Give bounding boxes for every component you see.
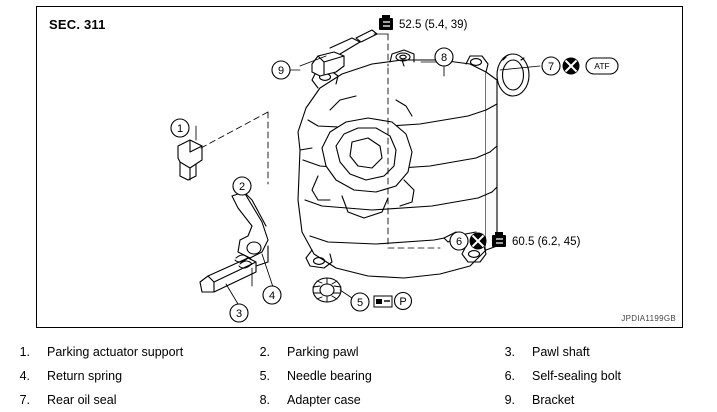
p-symbol-icon [395, 293, 412, 310]
legend-item-9 [485, 393, 717, 407]
torque-callout-top [379, 15, 468, 31]
svg-text:P: P [399, 296, 407, 308]
callout-2 [233, 177, 251, 195]
legend-num: 7. [19, 393, 30, 407]
legend-item-6 [485, 369, 717, 383]
legend-row [0, 388, 717, 412]
legend-label: Adapter case [287, 393, 361, 407]
legend-item-7 [0, 393, 240, 407]
callout-8 [435, 48, 453, 66]
legend-label: Bracket [532, 393, 575, 407]
legend-label: Needle bearing [287, 369, 372, 383]
legend [0, 340, 717, 412]
legend-label: Parking pawl [287, 345, 359, 359]
callout-5-label: 5 [356, 297, 364, 309]
callout-7-label: 7 [547, 61, 555, 73]
legend-num: 5. [259, 369, 270, 383]
callout-9 [272, 61, 290, 79]
callout-5 [351, 293, 412, 312]
legend-label: Self-sealing bolt [532, 369, 621, 383]
legend-item-3 [485, 345, 717, 359]
legend-num: 3. [504, 345, 515, 359]
legend-num: 8. [259, 393, 270, 407]
callout-1 [171, 119, 189, 137]
callout-8-label: 8 [440, 52, 448, 64]
legend-item-4 [0, 369, 240, 383]
atf-badge [586, 58, 618, 74]
legend-num: 9. [504, 393, 515, 407]
callout-9-label: 9 [277, 65, 285, 77]
legend-item-8 [240, 393, 485, 407]
callout-3-label: 3 [235, 308, 243, 320]
callout-4 [263, 286, 281, 304]
legend-label: Return spring [47, 369, 123, 383]
figure-code: JPDIA1199GB [621, 314, 676, 323]
callout-7 [542, 57, 618, 75]
torque-symbol-icon-top [379, 15, 393, 30]
legend-num: 4. [19, 369, 30, 383]
legend-label: Pawl shaft [532, 345, 590, 359]
legend-item-5 [240, 369, 485, 383]
torque-top-label: 52.5 (5.4, 39) [399, 19, 468, 31]
legend-label: Rear oil seal [47, 393, 117, 407]
legend-num: 6. [504, 369, 515, 383]
callout-4-label: 4 [268, 290, 276, 302]
legend-item-1 [0, 345, 240, 359]
callout-2-label: 2 [238, 181, 246, 193]
legend-num: 1. [19, 345, 30, 359]
section-label: SEC. 311 [49, 17, 106, 32]
grease-symbol-icon [374, 296, 392, 307]
legend-num: 2. [259, 345, 270, 359]
legend-item-2 [240, 345, 485, 359]
torque-right-label: 60.5 (6.2, 45) [512, 236, 581, 248]
callout-1-label: 1 [176, 123, 184, 135]
callout-3 [230, 304, 248, 322]
legend-row [0, 364, 717, 388]
callout-6-label: 6 [455, 236, 463, 248]
legend-row [0, 340, 717, 364]
atf-label: ATF [594, 61, 610, 71]
sealant-symbol-icon-2 [563, 58, 580, 75]
legend-label: Parking actuator support [47, 345, 184, 359]
sealant-symbol-icon [470, 233, 487, 250]
